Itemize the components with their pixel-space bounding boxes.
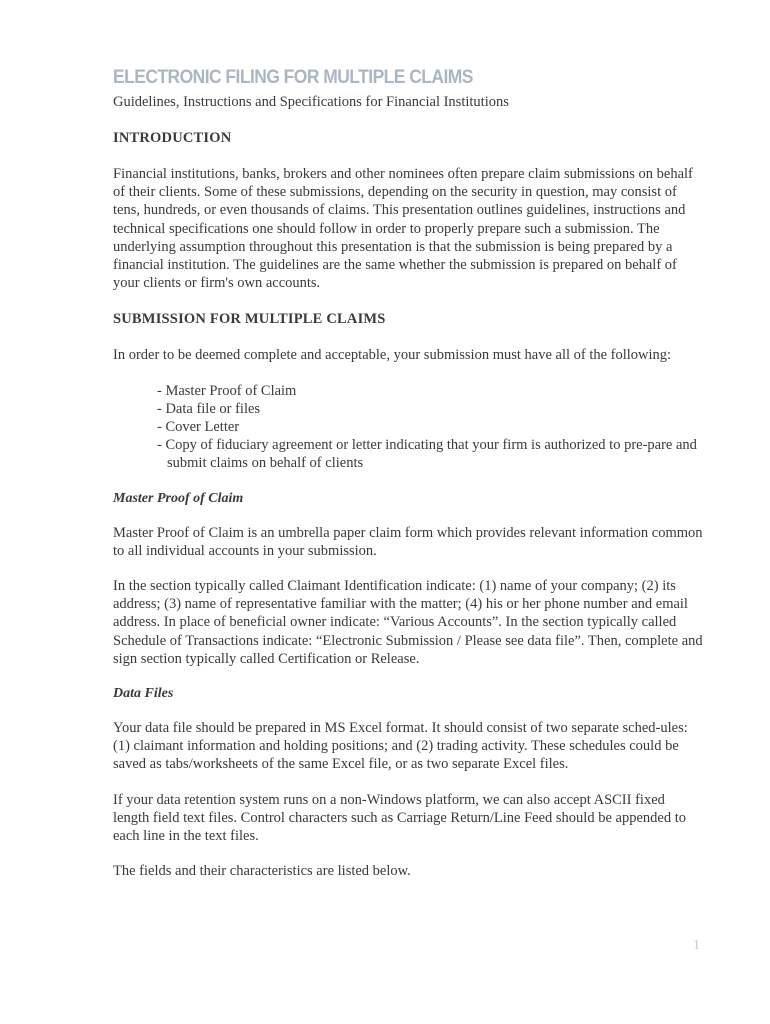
introduction-heading: INTRODUCTION: [113, 130, 232, 146]
requirement-item: - Cover Letter: [157, 419, 240, 436]
master-proof-paragraph: Master Proof of Claim is an umbrella paper claim form which provides relevant information common to all individual accounts in your submission.: [113, 524, 703, 559]
data-files-paragraph: The fields and their characteristics are listed below.: [113, 863, 411, 880]
document-subtitle: Guidelines, Instructions and Specifications for Financial Institutions: [113, 94, 509, 110]
master-proof-heading: Master Proof of Claim: [113, 490, 244, 506]
master-proof-paragraph: In the section typically called Claimant Identification indicate: (1) name of your company; (2) its address; (3) name of representative familiar with the matter; (4) his or her phone number and email address. In place of beneficial owner indicate: “Various Accounts”. In the section typically called Schedule of Transactions indicate: “Electronic Submission / Please see data file”. Then, complete and sign section typically called Certification or Release.: [113, 578, 703, 667]
document-page: [113, 66, 703, 880]
requirement-item: - Master Proof of Claim: [157, 382, 297, 399]
requirement-item: - Data file or files: [157, 400, 261, 417]
submission-heading: SUBMISSION FOR MULTIPLE CLAIMS: [113, 311, 386, 328]
document-title: ELECTRONIC FILING FOR MULTIPLE CLAIMS: [113, 67, 473, 88]
data-files-paragraph: If your data retention system runs on a non-Windows platform, we can also accept ASCII fixed length field text files. Control characters such as Carriage Return/Line Feed should be appended to each line in the text files.: [113, 791, 686, 845]
data-files-heading: Data Files: [113, 686, 174, 702]
page-number: 1: [693, 938, 700, 953]
submission-intro: In order to be deemed complete and acceptable, your submission must have all of the following:: [113, 347, 672, 364]
introduction-body: Financial institutions, banks, brokers and other nominees often prepare claim submissions on behalf of their clients. Some of these submissions, depending on the security in question, may consist of tens, hundreds, or even thousands of claims. This presentation outlines guidelines, instructions and technical specifications one should follow in order to properly prepare such a submission. The underlying assumption throughout this presentation is that the submission is being prepared by a financial institution. The guidelines are the same whether the submission is prepared on behalf of your clients or firm's own accounts.: [113, 166, 693, 292]
requirements-list: [113, 382, 703, 473]
requirement-item: - Copy of fiduciary agreement or letter indicating that your firm is authorized to pre-pare and submit claims on behalf of clients: [157, 437, 697, 472]
data-files-paragraph: Your data file should be prepared in MS Excel format. It should consist of two separate sched-ules: (1) claimant information and holding positions; and (2) trading activity. These schedules could be saved as tabs/worksheets of the same Excel file, or as two separate Excel files.: [113, 720, 688, 773]
